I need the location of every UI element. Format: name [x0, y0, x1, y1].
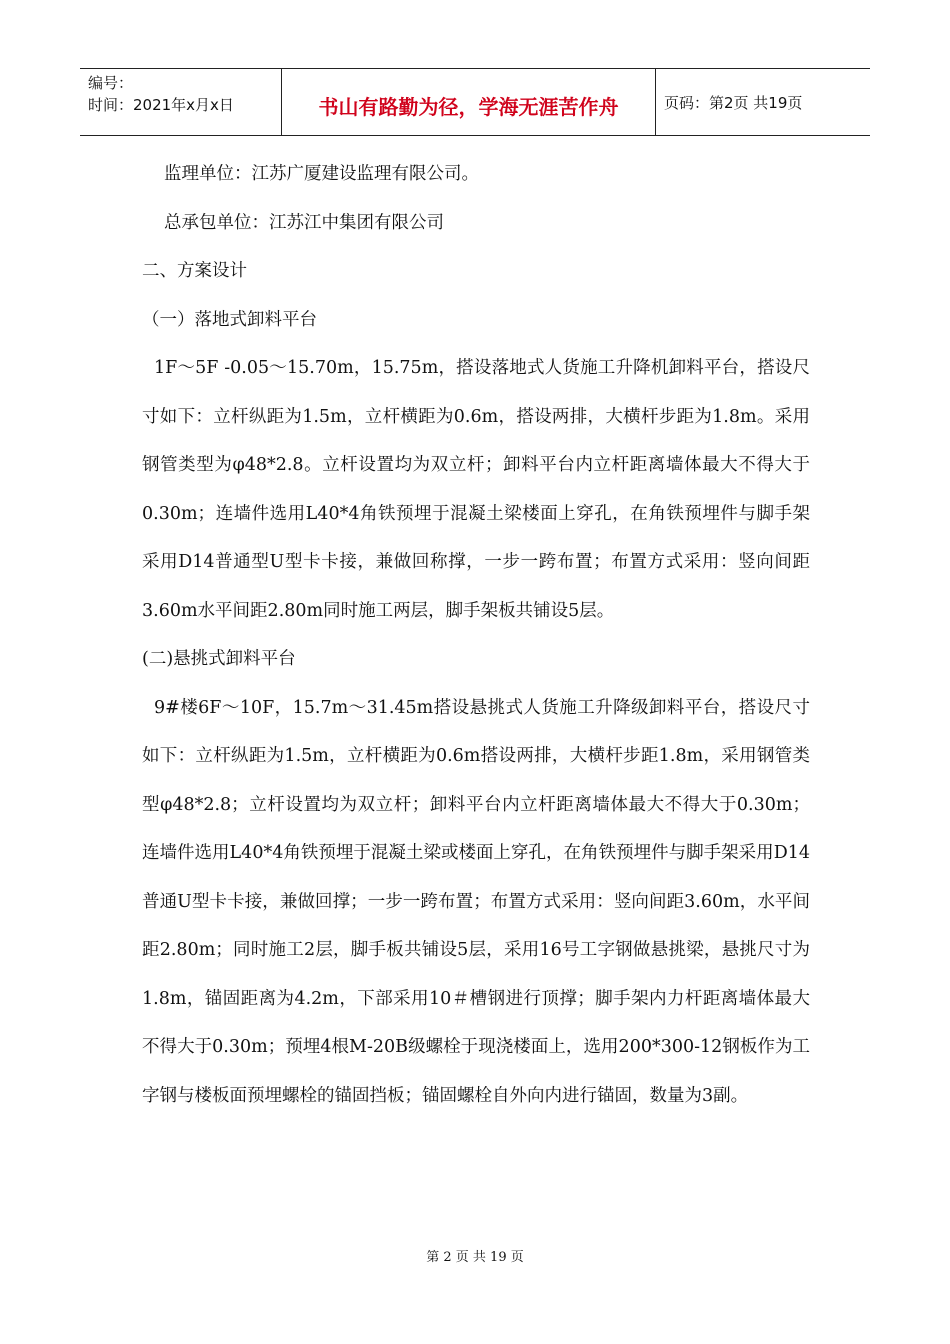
paragraph-floor-platform: 1F～5F -0.05～15.70m，15.75m，搭设落地式人货施工升降机卸料平台，搭设尺寸如下：立杆纵距为1.5m，立杆横距为0.6m，搭设两排，大横杆步距为1.8m。采用钢管类型为φ48*2.8。立杆设置均为双立杆；卸料平台内立杆距离墙体最大不得大于0.30m；连墙件选用L40*4角铁预埋于混凝土梁楼面上穿孔，在角铁预埋件与脚手架采用D14普通型U型卡卡接，兼做回称撑，一步一跨布置；布置方式采用：竖向间距3.60m水平间距2.80m同时施工两层，脚手架板共铺设5层。	[142, 358, 810, 621]
header-meta	[80, 69, 282, 135]
document-body	[142, 150, 810, 1120]
document-date: 时间：2021年x月x日	[88, 96, 234, 114]
general-contractor: 总承包单位：江苏江中集团有限公司	[164, 212, 444, 233]
paragraph-cantilever-platform: 9#楼6F～10F，15.7m～31.45m搭设悬挑式人货施工升降级卸料平台，搭设尺寸如下：立杆纵距为1.5m，立杆横距为0.6m搭设两排，大横杆步距1.8m，采用钢管类型φ48*2.8；立杆设置均为双立杆；卸料平台内立杆距离墙体最大不得大于0.30m；连墙件选用L40*4角铁预埋于混凝土梁或楼面上穿孔，在角铁预埋件与脚手架采用D14普通U型卡卡接，兼做回撑；一步一跨布置；布置方式采用：竖向间距3.60m，水平间距2.80m；同时施工2层，脚手板共铺设5层，采用16号工字钢做悬挑梁，悬挑尺寸为1.8m，锚固距离为4.2m，下部采用10＃槽钢进行顶撑；脚手架内力杆距离墙体最大不得大于0.30m；预埋4根M-20B级螺栓于现浇楼面上，选用200*300-12钢板作为工字钢与楼板面预埋螺栓的锚固挡板；锚固螺栓自外向内进行锚固，数量为3副。	[142, 697, 810, 1106]
supervision-unit: 监理单位：江苏广厦建设监理有限公司。	[164, 164, 479, 184]
header-motto: 书山有路勤为径，学海无涯苦作舟	[282, 69, 656, 135]
document-number-label: 编号：	[88, 74, 134, 92]
page-footer: 第 2 页 共 19 页	[426, 1250, 524, 1265]
page-header	[80, 68, 870, 136]
section-heading: 二、方案设计	[142, 261, 247, 281]
subsection-heading-1: （一）落地式卸料平台	[142, 309, 317, 330]
subsection-heading-2: (二)悬挑式卸料平台	[142, 649, 296, 669]
header-page-number: 页码：第2页 共19页	[664, 93, 803, 112]
